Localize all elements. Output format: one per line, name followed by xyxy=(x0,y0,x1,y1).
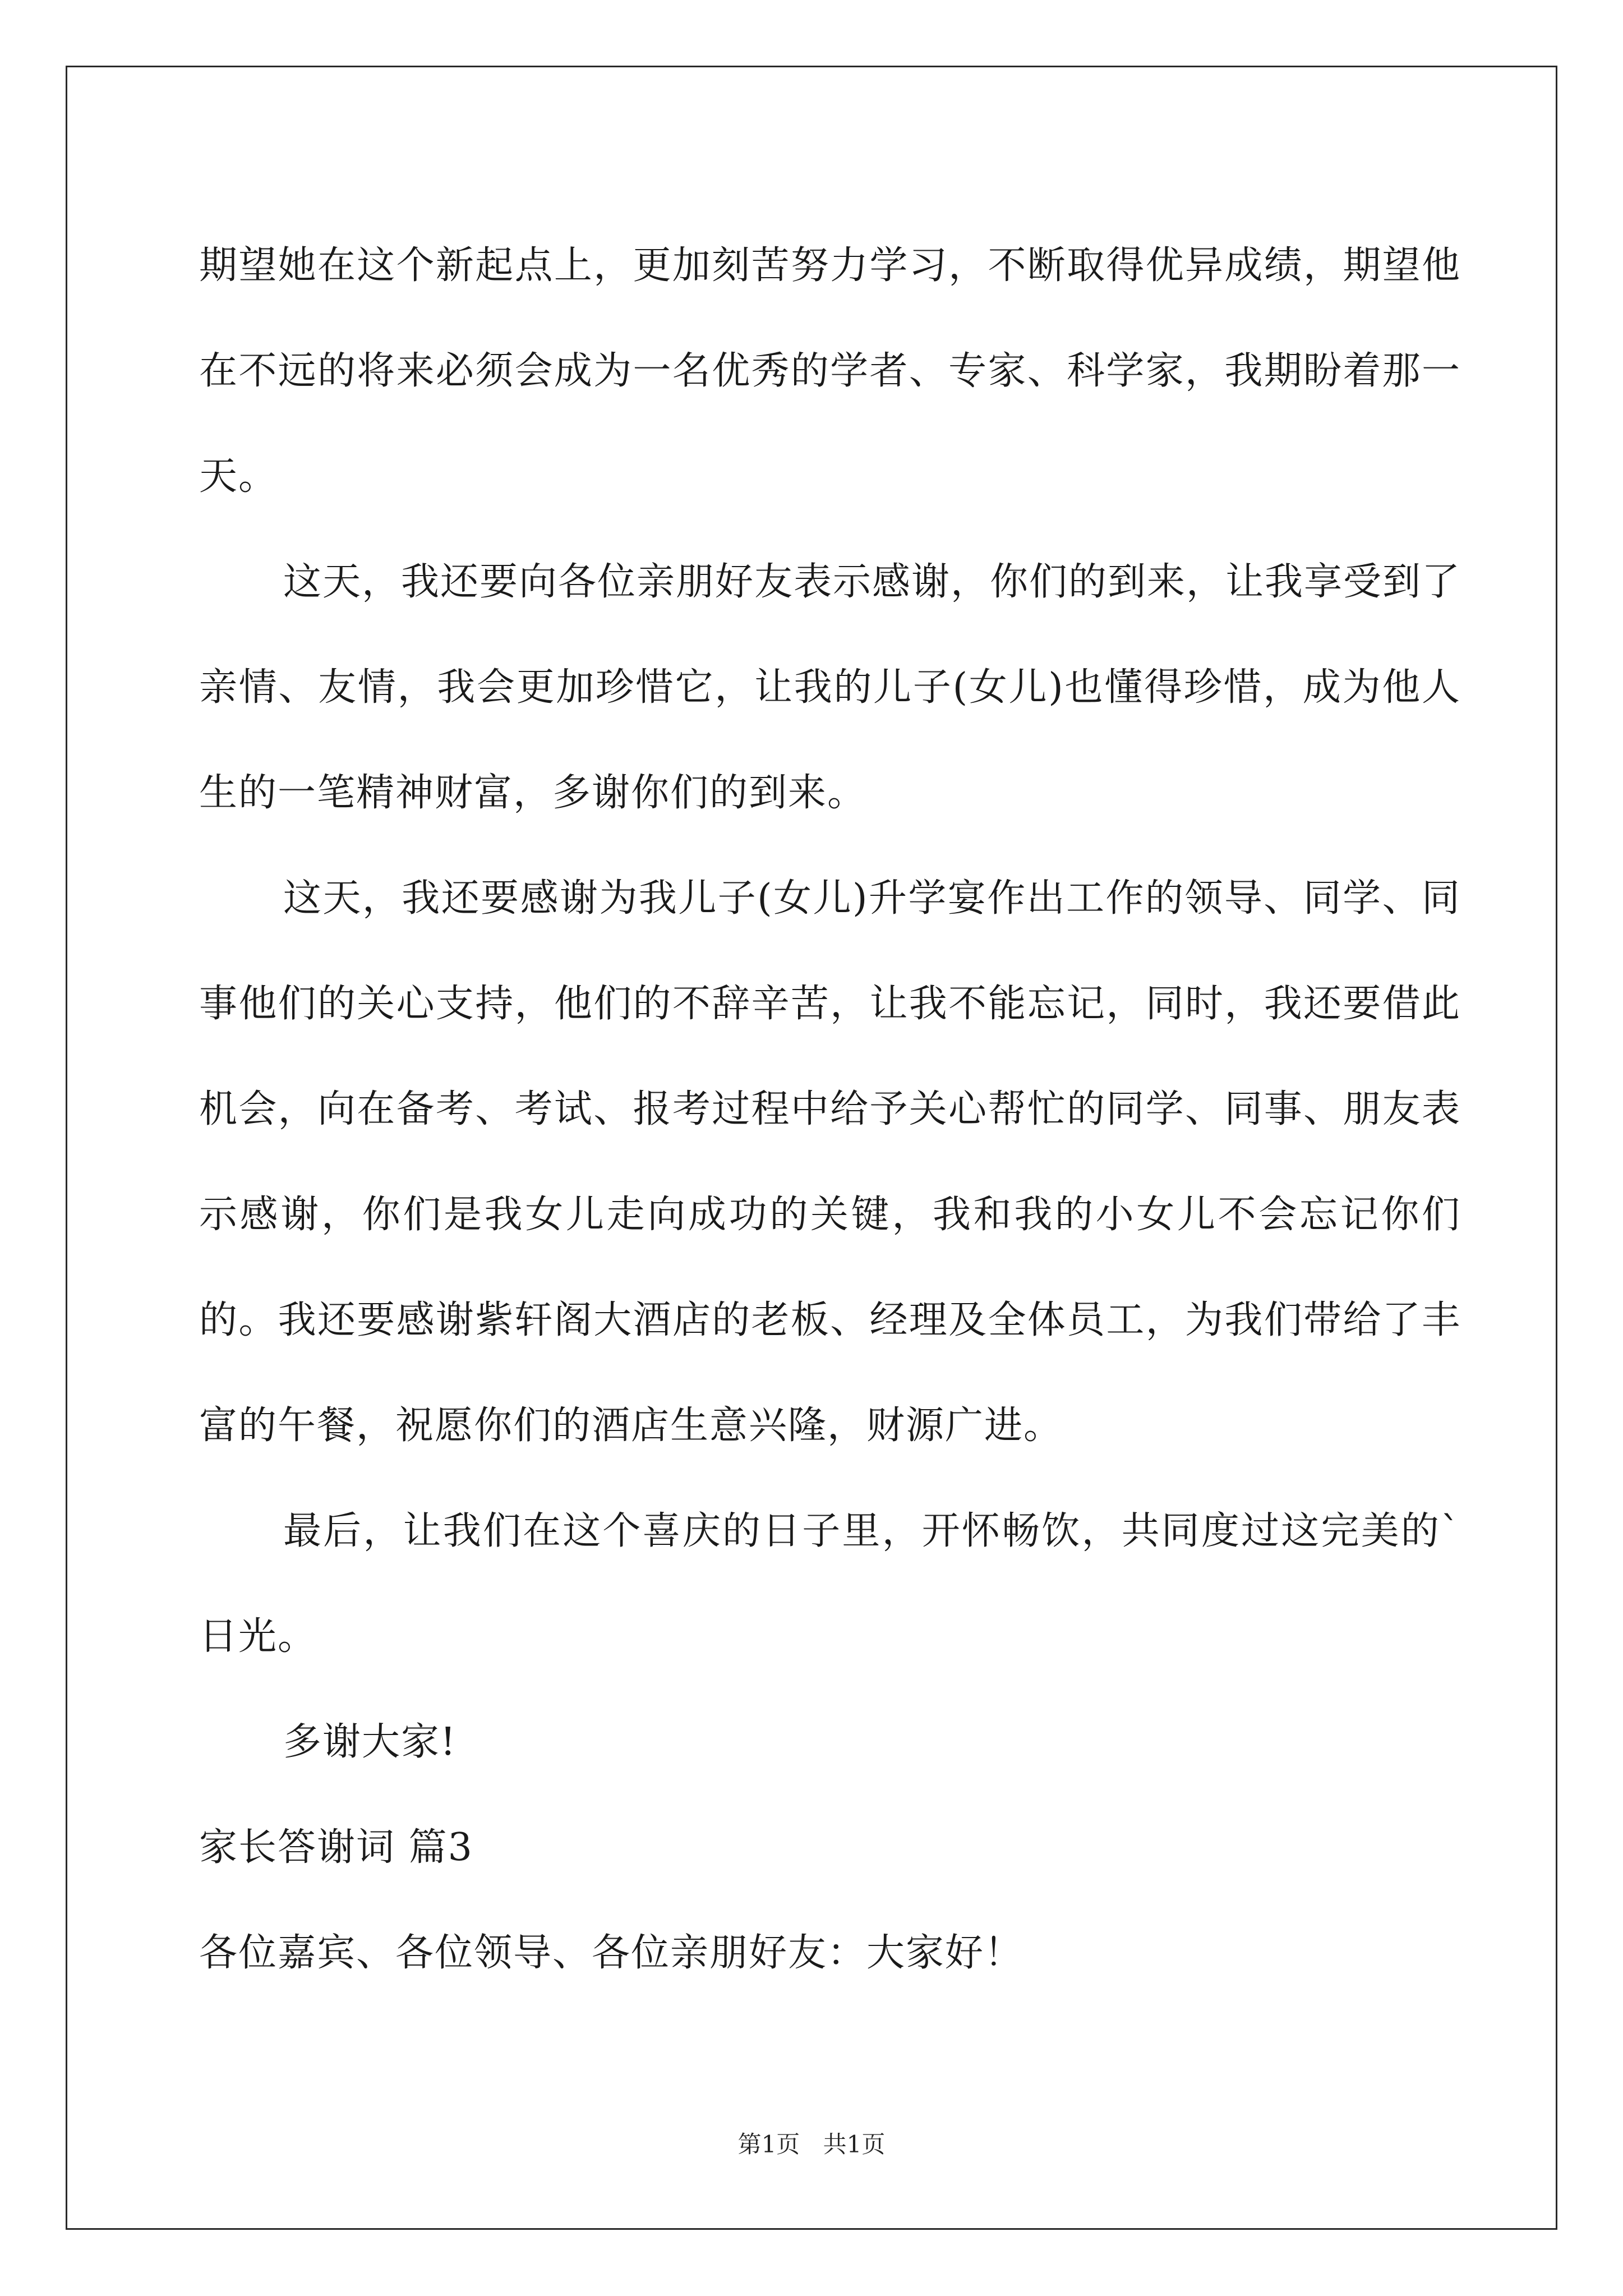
page-footer xyxy=(0,2126,1623,2160)
document-body xyxy=(199,213,1461,2006)
paragraph-4: 最后，让我们在这个喜庆的日子里，开怀畅饮，共同度过这完美的`日光。 xyxy=(199,1509,1461,1659)
section-heading: 家长答谢词 篇3 xyxy=(199,1825,473,1870)
greeting-line: 各位嘉宾、各位领导、各位亲朋好友：大家好！ xyxy=(199,1931,1024,1975)
paragraph-1: 期望她在这个新起点上，更加刻苦努力学习，不断取得优异成绩，期望他在不远的将来必须会成为一名优秀的学者、专家、科学家，我期盼着那一天。 xyxy=(199,243,1461,499)
page-number-current: 第1页 xyxy=(737,2131,800,2158)
page-number-total: 共1页 xyxy=(823,2131,886,2158)
paragraph-3: 这天，我还要感谢为我儿子(女儿)升学宴作出工作的领导、同学、同事他们的关心支持，他们的不辞辛苦，让我不能忘记，同时，我还要借此机会，向在备考、考试、报考过程中给予关心帮忙的同学、同事、朋友表示感谢，你们是我女儿走向成功的关键，我和我的小女儿不会忘记你们的。我还要感谢紫轩阁大酒店的老板、经理及全体员工，为我们带给了丰富的午餐，祝愿你们的酒店生意兴隆，财源广进。 xyxy=(199,876,1461,1448)
paragraph-5: 多谢大家! xyxy=(283,1720,457,1764)
paragraph-2: 这天，我还要向各位亲朋好友表示感谢，你们的到来，让我享受到了亲情、友情，我会更加珍惜它，让我的儿子(女儿)也懂得珍惜，成为他人生的一笔精神财富，多谢你们的到来。 xyxy=(199,560,1461,815)
